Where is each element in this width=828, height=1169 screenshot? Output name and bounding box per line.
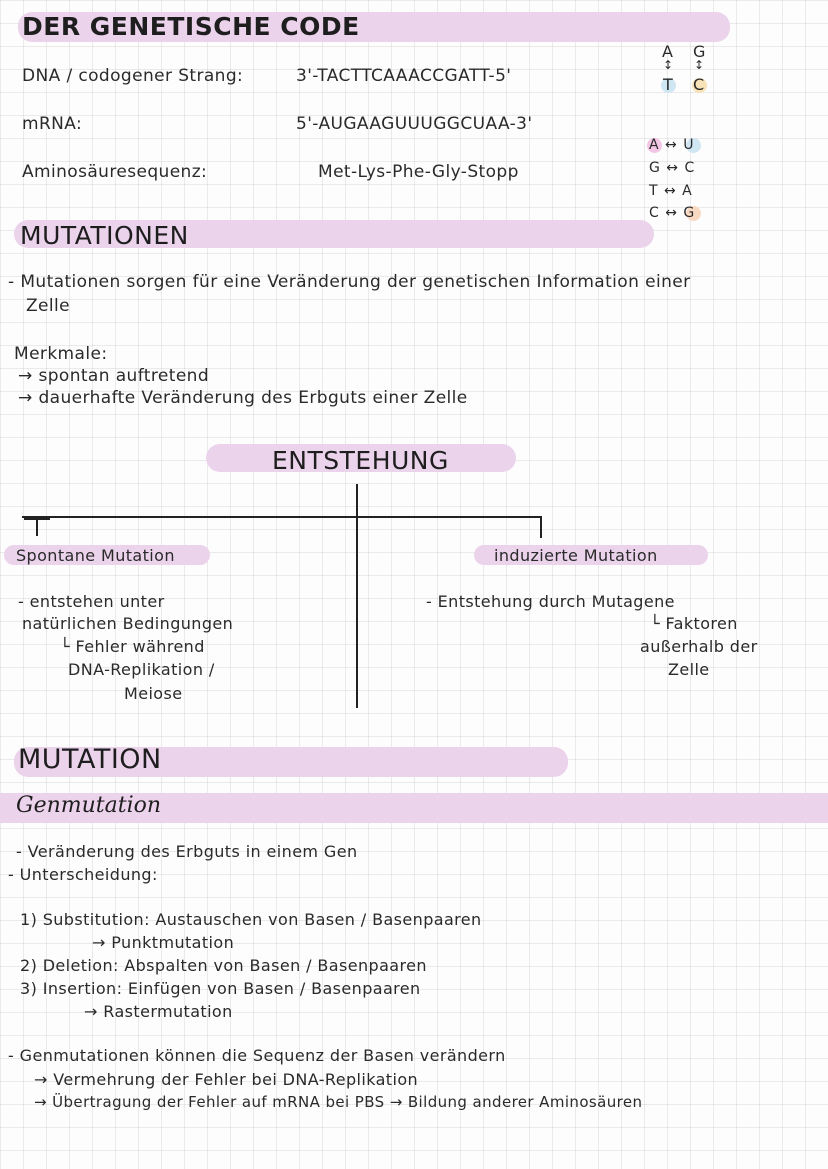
mrna-value: 5'-AUGAAGUUUGGCUAA-3' <box>296 114 533 134</box>
tree-branch <box>22 516 542 518</box>
spontane-line-3: └ Fehler während <box>60 637 205 656</box>
mutation-line-4: → Vermehrung der Fehler bei DNA-Replikation <box>34 1070 419 1089</box>
spontane-label: Spontane Mutation <box>16 546 175 565</box>
spontane-line-2: natürlichen Bedingungen <box>22 614 234 633</box>
rna-pair-2: G ↔ C <box>649 160 696 176</box>
induzierte-line-1: - Entstehung durch Mutagene <box>426 592 675 611</box>
merkmal-1: → spontan auftretend <box>18 366 210 386</box>
aa-value: Met-Lys-Phe-Gly-Stopp <box>318 162 519 182</box>
tree-right-drop <box>540 516 542 538</box>
dna-value: 3'-TACTTCAAACCGATT-5' <box>296 66 512 86</box>
base-t: T <box>663 75 674 94</box>
induzierte-line-3: außerhalb der <box>640 637 758 656</box>
mutation-item-1: 1) Substitution: Austauschen von Basen / Basenpaaren <box>20 910 482 929</box>
page-title: DER GENETISCHE CODE <box>22 12 360 41</box>
base-g: G <box>693 42 706 61</box>
pair-arrow-at: ↕ <box>663 58 674 72</box>
mutationen-heading: MUTATIONEN <box>20 221 189 250</box>
mutation-item-3-sub: → Rastermutation <box>84 1002 233 1021</box>
induzierte-line-4: Zelle <box>668 660 710 679</box>
rna-pair-1: A ↔ U <box>649 137 695 153</box>
pair-arrow-gc: ↕ <box>694 58 705 72</box>
mutation-heading: MUTATION <box>18 744 162 775</box>
rna-pair-3: T ↔ A <box>649 183 693 199</box>
mutation-item-2: 2) Deletion: Abspalten von Basen / Basenpaaren <box>20 956 427 975</box>
tree-left-cap <box>24 518 50 520</box>
genmutation-heading: Genmutation <box>16 793 162 818</box>
merkmale-label: Merkmale: <box>14 344 108 364</box>
merkmal-2: → dauerhafte Veränderung des Erbguts einer Zelle <box>18 388 468 408</box>
mutation-line-3: - Genmutationen können die Sequenz der Basen verändern <box>8 1046 506 1065</box>
mutation-item-3: 3) Insertion: Einfügen von Basen / Basenpaaren <box>20 979 421 998</box>
spontane-line-5: Meiose <box>124 684 183 703</box>
mutation-item-1-sub: → Punktmutation <box>92 933 235 952</box>
spontane-line-4: DNA-Replikation / <box>68 660 215 679</box>
mutation-line-1: - Veränderung des Erbguts in einem Gen <box>16 842 358 861</box>
mrna-label: mRNA: <box>22 114 83 134</box>
induzierte-label: induzierte Mutation <box>494 546 658 565</box>
base-c: C <box>693 75 705 94</box>
rna-pair-4: C ↔ G <box>649 205 696 221</box>
mutation-line-5: → Übertragung der Fehler auf mRNA bei PBS → Bildung anderer Aminosäuren <box>34 1093 643 1111</box>
induzierte-line-2: └ Faktoren <box>650 614 738 633</box>
dna-label: DNA / codogener Strang: <box>22 66 244 86</box>
base-a: A <box>662 42 674 61</box>
mutationen-definition-1: - Mutationen sorgen für eine Veränderung der genetischen Information einer <box>8 272 691 292</box>
mutation-line-2: - Unterscheidung: <box>8 865 158 884</box>
aa-label: Aminosäuresequenz: <box>22 162 208 182</box>
spontane-line-1: - entstehen unter <box>18 592 165 611</box>
entstehung-heading: ENTSTEHUNG <box>272 446 449 475</box>
mutationen-definition-2: Zelle <box>26 296 71 316</box>
